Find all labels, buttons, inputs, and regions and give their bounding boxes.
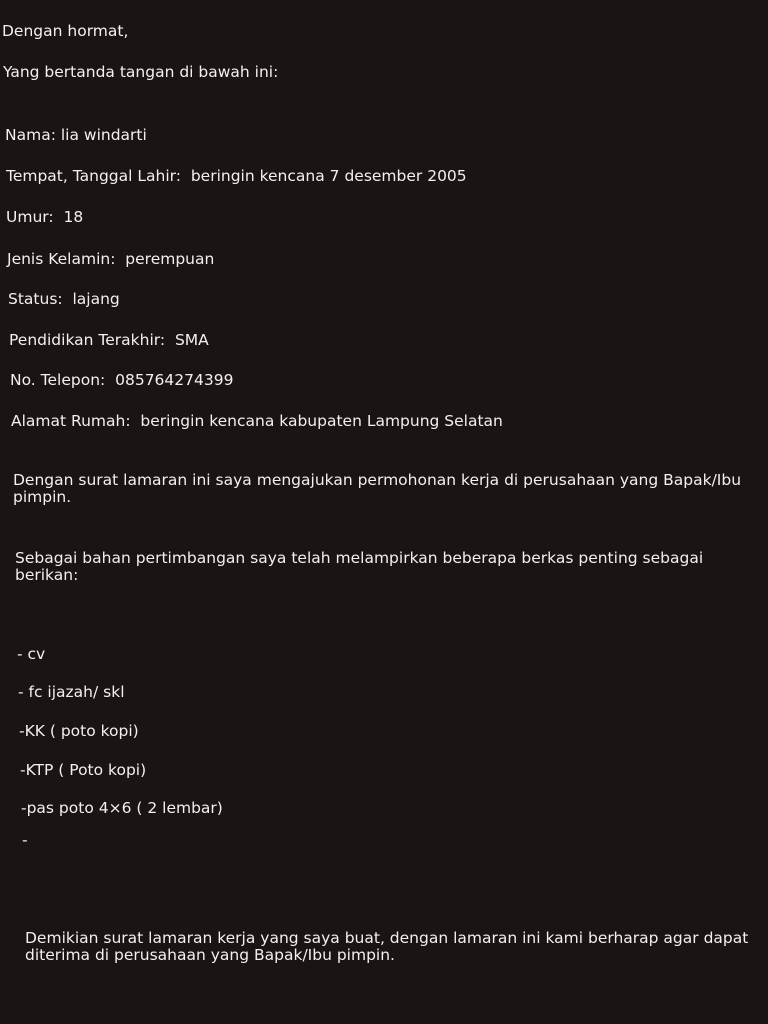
field-alamat-rumah <box>11 412 503 431</box>
closing-paragraph: Demikian surat lamaran kerja yang saya buat, dengan lamaran ini kami berharap agar dapat diterima di perusahaan yang Bapak/Ibu pimpin. <box>25 929 749 964</box>
field-umur <box>6 208 83 227</box>
field-tempat-tanggal-lahir <box>6 167 467 186</box>
field-value: 18 <box>63 208 84 226</box>
field-label: Pendidikan Terakhir: <box>9 331 166 349</box>
field-status <box>8 290 120 309</box>
list-item: - fc ijazah/ skl <box>18 683 125 701</box>
field-value: lajang <box>72 290 120 308</box>
field-value: SMA <box>174 331 209 349</box>
list-item: - cv <box>17 645 46 663</box>
field-label: Tempat, Tanggal Lahir: <box>6 167 181 185</box>
field-label: Alamat Rumah: <box>11 412 131 430</box>
field-pendidikan-terakhir <box>9 331 209 350</box>
field-label: Nama: <box>5 126 56 144</box>
field-value: 085764274399 <box>115 371 234 389</box>
field-label: Jenis Kelamin: <box>7 250 116 268</box>
list-item: -KTP ( Poto kopi) <box>20 761 147 779</box>
intro-line: Yang bertanda tangan di bawah ini: <box>3 63 279 81</box>
field-label: No. Telepon: <box>10 371 106 389</box>
field-jenis-kelamin <box>7 250 214 269</box>
field-value: beringin kencana kabupaten Lampung Selatan <box>140 412 503 430</box>
field-label: Umur: <box>6 208 54 226</box>
field-nama <box>5 126 147 145</box>
list-item: -pas poto 4×6 ( 2 lembar) <box>21 799 223 817</box>
list-item: - <box>22 831 28 849</box>
field-label: Status: <box>8 290 63 308</box>
attachments-intro-paragraph: Sebagai bahan pertimbangan saya telah melampirkan beberapa berkas penting sebagai berikan: <box>15 549 704 584</box>
field-value: beringin kencana 7 desember 2005 <box>190 167 467 185</box>
field-value: perempuan <box>125 250 215 268</box>
application-paragraph: Dengan surat lamaran ini saya mengajukan permohonan kerja di perusahaan yang Bapak/Ibu pimpin. <box>13 471 742 506</box>
field-no-telepon <box>10 371 233 390</box>
list-item: -KK ( poto kopi) <box>19 722 139 740</box>
field-value: lia windarti <box>60 126 147 144</box>
greeting: Dengan hormat, <box>2 22 129 40</box>
